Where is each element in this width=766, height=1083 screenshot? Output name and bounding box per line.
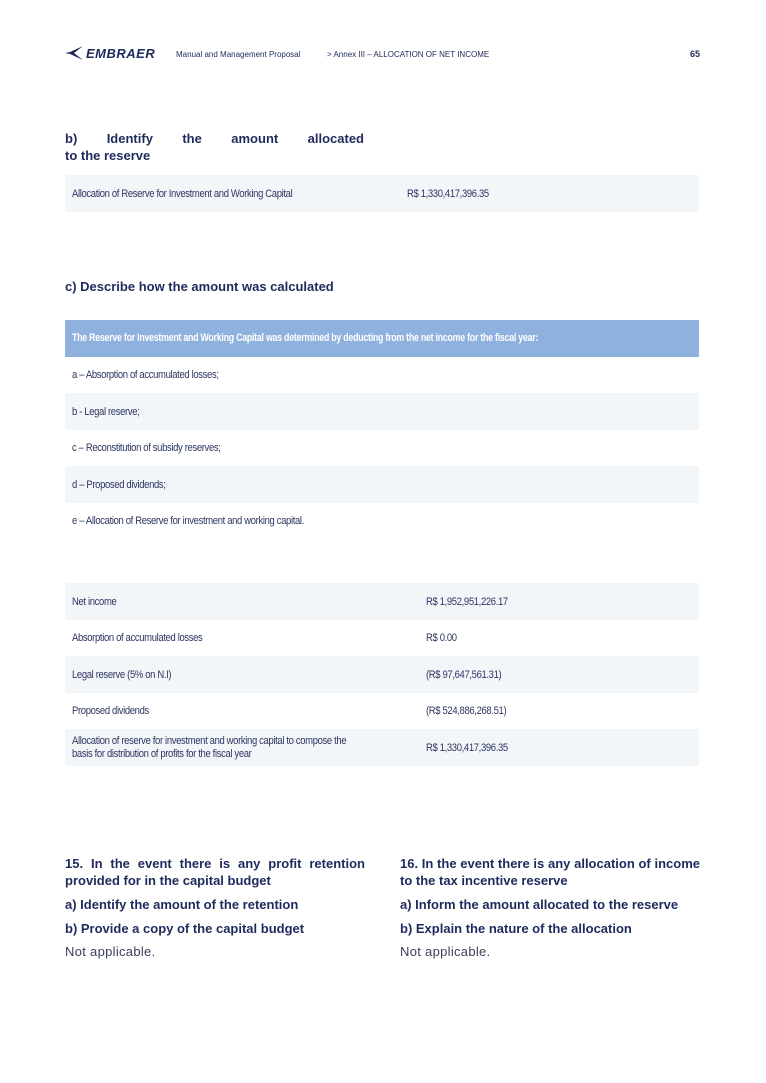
item-16-title: 16. In the event there is any allocation of income to the tax incentive reserve xyxy=(400,856,700,888)
item-16-sub-a: a) Inform the amount allocated to the reserve xyxy=(400,897,679,912)
row-value: R$ 1,952,951,226.17 xyxy=(426,595,508,608)
item-c: c – Reconstitution of subsidy reserves; xyxy=(72,442,221,454)
row-value: R$ 1,330,417,396.35 xyxy=(426,741,508,754)
row-label: Legal reserve (5% on N.I) xyxy=(72,668,172,681)
row-value: (R$ 524,886,268.51) xyxy=(426,705,507,717)
list-item xyxy=(65,393,699,430)
item-a: a – Absorption of accumulated losses; xyxy=(72,369,219,381)
item-e: e – Allocation of Reserve for investment and working capital. xyxy=(72,515,304,527)
row-value: R$ 0.00 xyxy=(426,632,457,644)
list-item xyxy=(65,357,699,393)
list-item xyxy=(65,503,699,539)
table-row xyxy=(65,656,699,693)
row-label: Absorption of accumulated losses xyxy=(72,632,203,644)
section-b-heading xyxy=(65,130,364,164)
item-15-title: 15. In the event there is any profit retention provided for in the capital budget xyxy=(65,856,365,888)
calculation-description-text: The Reserve for Investment and Working Capital was determined by deducting from the net income for the fiscal year: xyxy=(72,332,539,344)
section-c-heading: c) Describe how the amount was calculated xyxy=(65,279,334,294)
table-row xyxy=(65,620,699,656)
page-header xyxy=(64,44,700,66)
row-label: Net income xyxy=(72,595,117,608)
deduction-items-table xyxy=(65,357,699,539)
list-item xyxy=(65,430,699,466)
embraer-logo xyxy=(64,45,155,61)
item-15-sub-b: b) Provide a copy of the capital budget xyxy=(65,921,305,936)
table-row xyxy=(65,583,699,620)
table-row xyxy=(65,175,699,212)
row-value: R$ 1,330,417,396.35 xyxy=(407,187,489,200)
logo-text: EMBRAER xyxy=(86,45,156,61)
section-breadcrumb: > Annex III – ALLOCATION OF NET INCOME xyxy=(327,50,490,59)
row-label: Proposed dividends xyxy=(72,705,149,717)
item-16-sub-b: b) Explain the nature of the allocation xyxy=(400,921,632,936)
row-label: Allocation of reserve for investment and working capital to compose the basis for distribution of profits for the fiscal year xyxy=(72,734,347,760)
item-16-block xyxy=(400,855,700,960)
row-label: Allocation of Reserve for Investment and Working Capital xyxy=(72,187,293,200)
item-15-sub-a: a) Identify the amount of the retention xyxy=(65,897,299,912)
section-b-heading-line1: b) Identify the amount allocated xyxy=(65,131,364,146)
section-b-heading-line2: to the reserve xyxy=(65,148,151,163)
embraer-wing-icon xyxy=(64,45,84,61)
list-item xyxy=(65,466,699,503)
item-b: b - Legal reserve; xyxy=(72,405,140,418)
table-row xyxy=(65,693,699,729)
item-15-block xyxy=(65,855,365,960)
item-16-answer: Not applicable. xyxy=(400,944,491,959)
page-number: 65 xyxy=(689,49,700,59)
item-d: d – Proposed dividends; xyxy=(72,478,166,491)
item-15-answer: Not applicable. xyxy=(65,944,156,959)
calculation-description-header xyxy=(65,320,699,357)
table-row xyxy=(65,729,699,766)
document-title: Manual and Management Proposal xyxy=(176,50,301,59)
row-value: (R$ 97,647,561.31) xyxy=(426,668,502,681)
reserve-allocation-table xyxy=(65,175,699,212)
calculation-table xyxy=(65,583,699,766)
